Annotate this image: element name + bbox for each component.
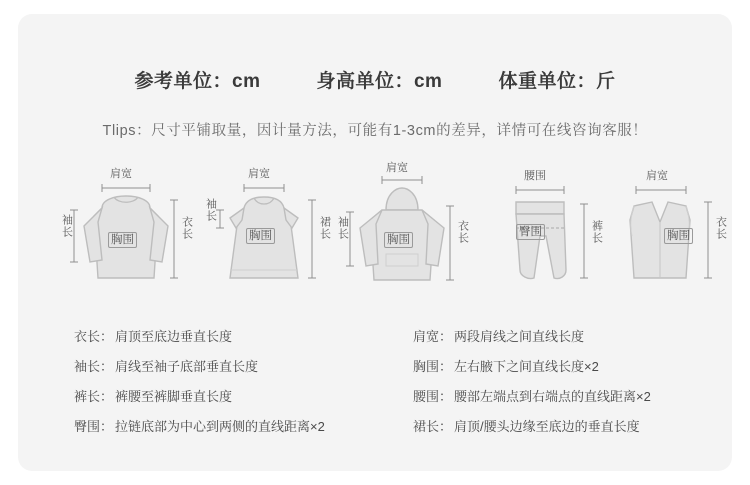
garment-figures: [40, 162, 727, 306]
label-sleeve-length: 袖长: [60, 214, 73, 238]
definitions-column-right: [413, 326, 713, 446]
definition-colon: ：: [100, 359, 114, 374]
label-sleeve-length: 袖长: [204, 198, 217, 222]
measurement-tips: Tlips：尺寸平铺取量，因计量方法，可能有1-3cm的差异，详情可在线咨询客服！: [102, 123, 648, 139]
definition-colon: ：: [100, 329, 114, 344]
definition-row: [413, 356, 713, 375]
definition-colon: ：: [439, 359, 453, 374]
figure-hoodie: [336, 162, 469, 306]
figure-vest: [596, 166, 726, 306]
definition-colon: ：: [439, 419, 453, 434]
vest-illustration: [596, 166, 726, 306]
definitions-column-left: [74, 326, 374, 446]
definition-description: 两段肩线之间直线长度: [454, 329, 585, 344]
definition-term: 臀围: [74, 419, 101, 434]
figure-long-sleeve-top: [62, 166, 192, 306]
label-chest-circumference: 胸围: [384, 232, 413, 248]
definition-term: 肩宽: [413, 329, 440, 344]
label-chest-circumference: 胸围: [664, 228, 693, 244]
definition-term: 胸围: [413, 359, 440, 374]
definition-description: 腰部左端点到右端点的直线距离×2: [454, 389, 651, 404]
label-garment-length: 衣长: [180, 216, 193, 240]
definition-term: 腰围: [413, 389, 440, 404]
label-shoulder-width: 肩宽: [386, 162, 408, 174]
definition-description: 肩顶至底边垂直长度: [115, 329, 233, 344]
definition-row: [74, 416, 374, 435]
definition-colon: ：: [439, 389, 453, 404]
label-hip-circumference: 臀围: [516, 224, 545, 240]
definition-description: 裤腰至裤脚垂直长度: [115, 389, 233, 404]
unit-weight: 体重单位：斤: [498, 71, 616, 92]
size-chart-card: [18, 14, 732, 471]
definition-row: [74, 386, 374, 405]
definition-description: 左右腋下之间直线长度×2: [454, 359, 599, 374]
label-garment-length: 衣长: [714, 216, 727, 240]
definition-colon: ：: [100, 389, 114, 404]
definition-row: [74, 326, 374, 345]
definition-row: [413, 416, 713, 435]
definition-description: 肩线至袖子底部垂直长度: [115, 359, 259, 374]
unit-reference: 参考单位：cm: [134, 71, 261, 92]
label-shoulder-width: 肩宽: [646, 170, 668, 182]
label-waist-circumference: 腰围: [524, 170, 546, 182]
label-shoulder-width: 肩宽: [248, 168, 270, 180]
label-pants-length: 裤长: [590, 220, 603, 244]
definition-term: 裙长: [413, 419, 440, 434]
definition-row: [413, 326, 713, 345]
definition-colon: ：: [100, 419, 114, 434]
label-skirt-length: 裙长: [318, 216, 331, 240]
label-garment-length: 衣长: [456, 220, 469, 244]
units-row: [18, 66, 732, 93]
label-shoulder-width: 肩宽: [110, 168, 132, 180]
definition-row: [413, 386, 713, 405]
definition-term: 衣长: [74, 329, 101, 344]
definition-term: 裤长: [74, 389, 101, 404]
definition-colon: ：: [439, 329, 453, 344]
definition-description: 肩顶/腰头边缘至底边的垂直长度: [454, 419, 640, 434]
unit-height: 身高单位：cm: [316, 71, 443, 92]
figure-pants: [476, 166, 606, 306]
definition-row: [74, 356, 374, 375]
measurement-definitions: [58, 326, 706, 446]
definition-term: 袖长: [74, 359, 101, 374]
label-chest-circumference: 胸围: [108, 232, 137, 248]
definition-description: 拉链底部为中心到两侧的直线距离×2: [115, 419, 325, 434]
figure-dress: [200, 166, 330, 306]
label-sleeve-length: 袖长: [336, 216, 349, 240]
label-chest-circumference: 胸围: [246, 228, 275, 244]
